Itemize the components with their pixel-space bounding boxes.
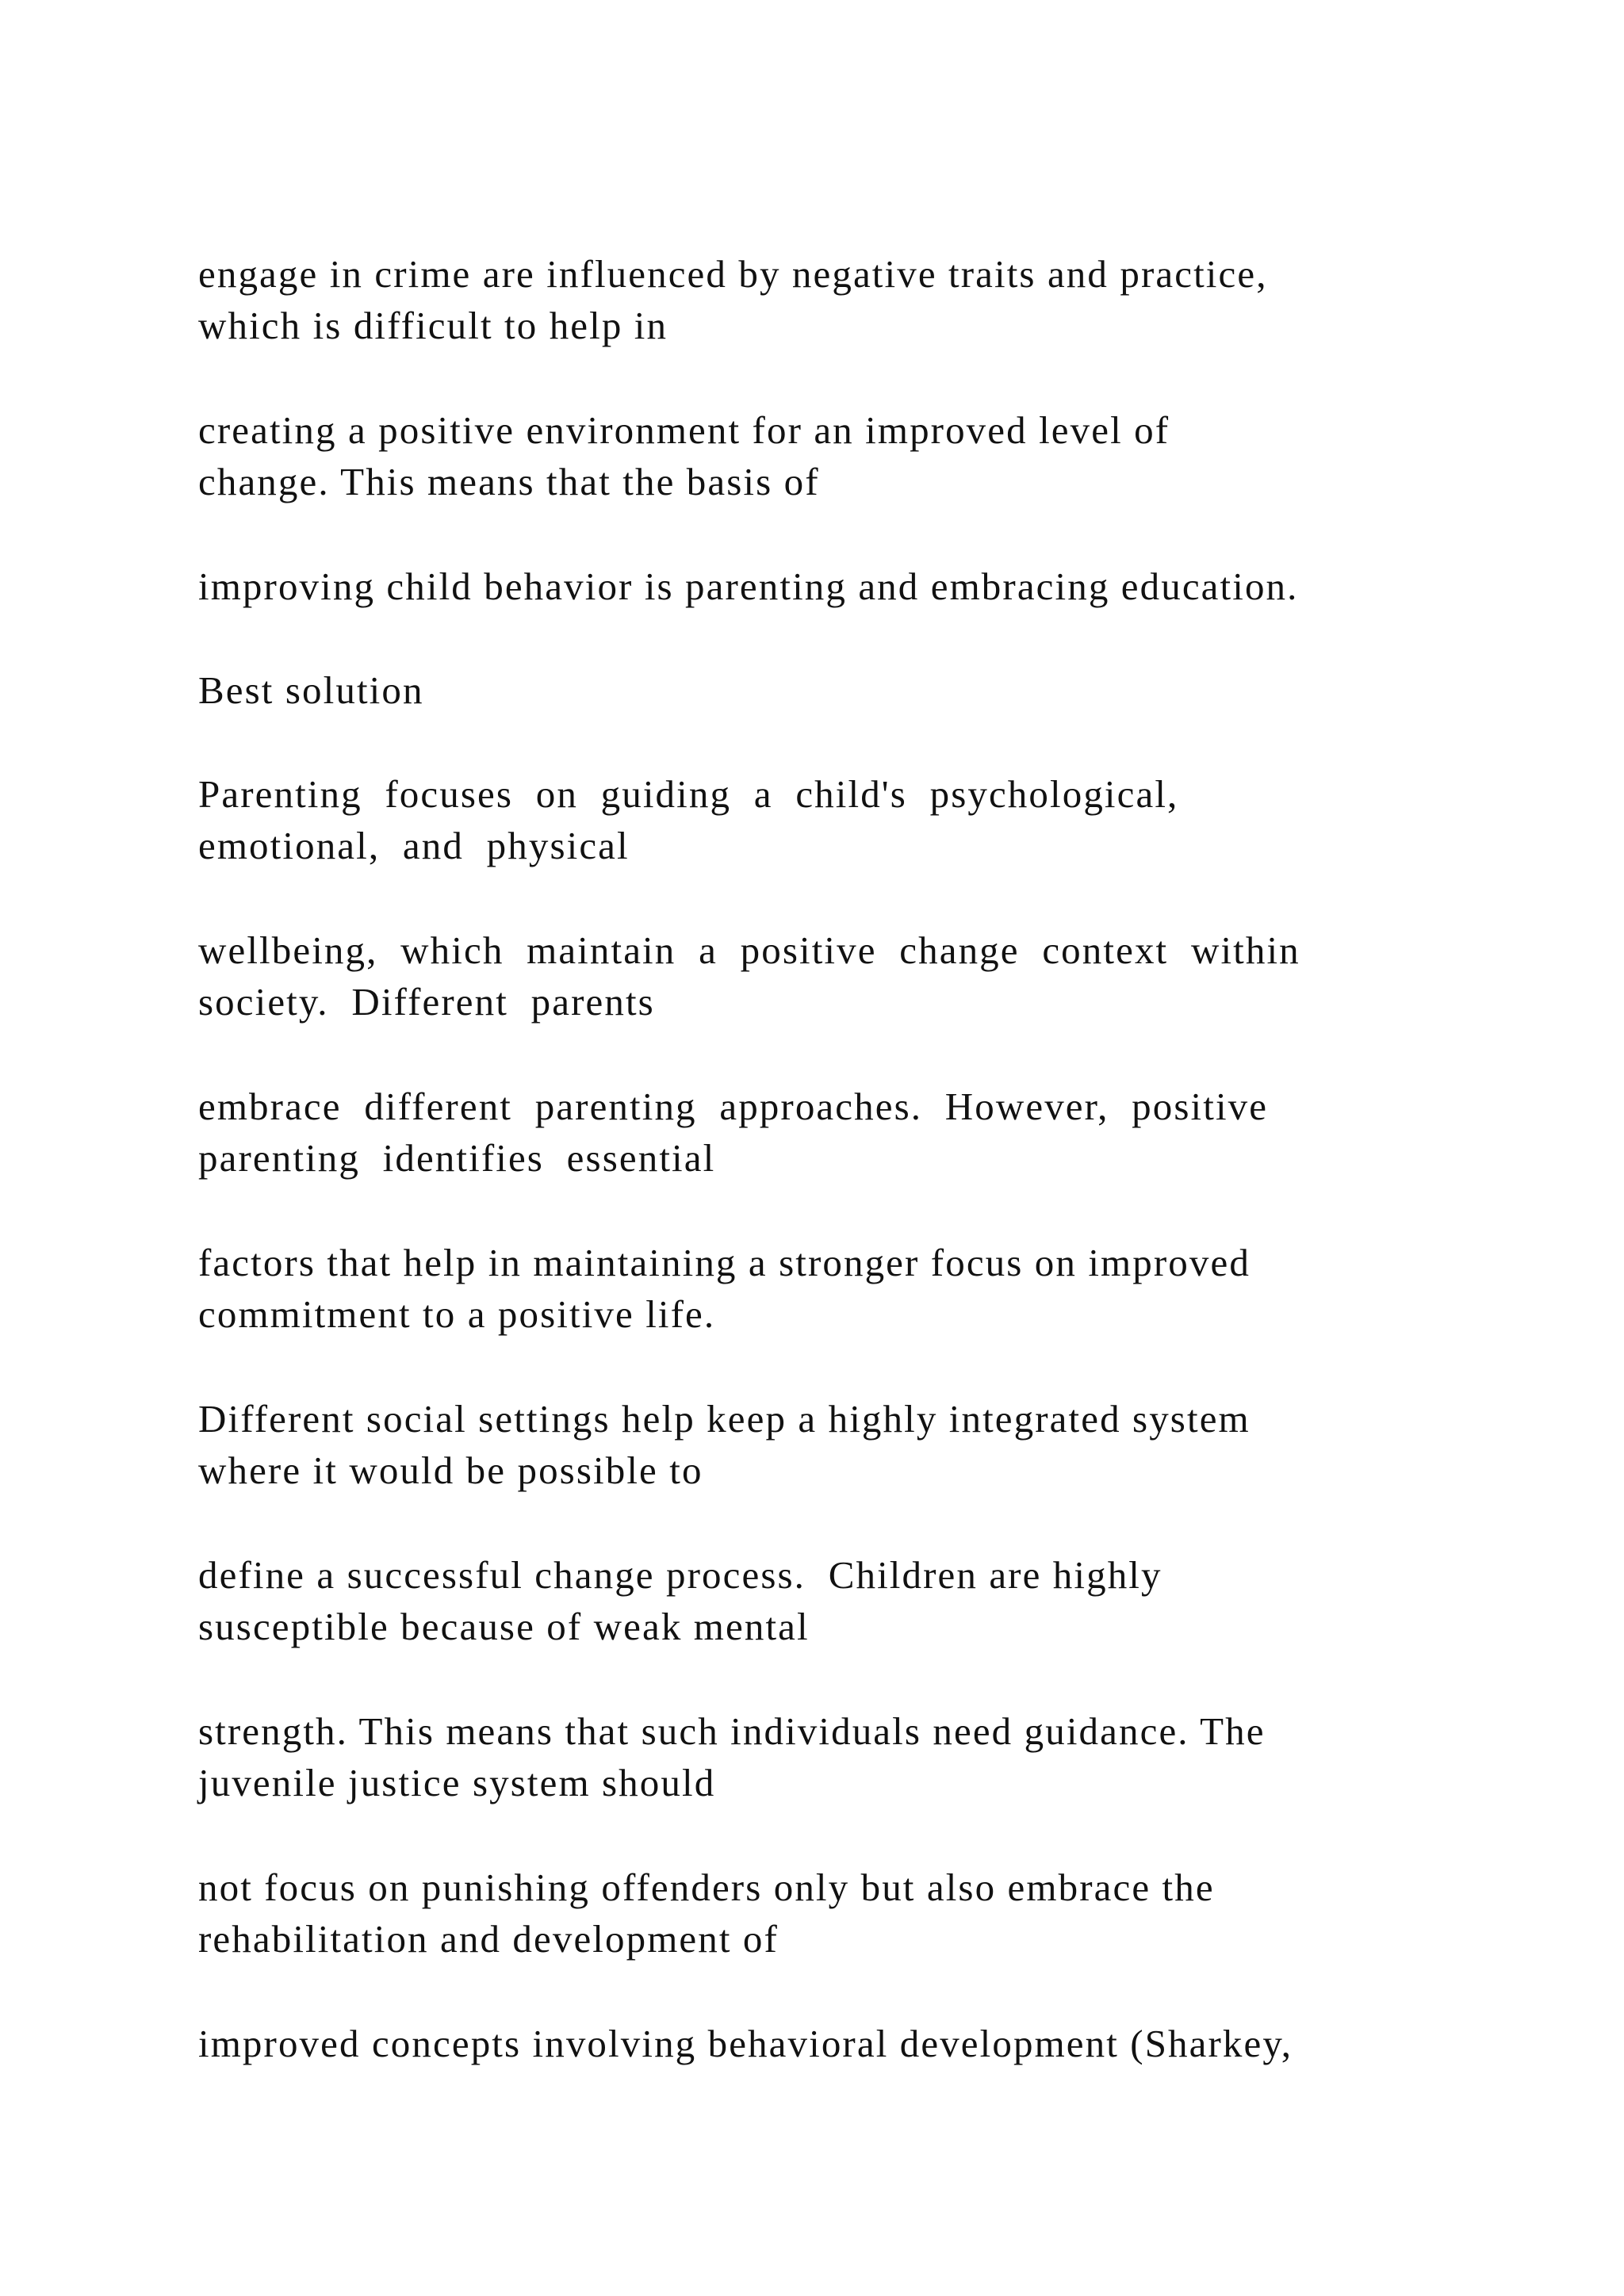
text-line: parenting identifies essential [198, 1136, 716, 1180]
paragraph [198, 248, 1499, 351]
text-line: embrace different parenting approaches. However, positive [198, 1085, 1269, 1128]
section-heading [198, 664, 1499, 716]
paragraph [198, 2018, 1499, 2069]
text-line: engage in crime are influenced by negative traits and practice, [198, 252, 1268, 296]
text-line: creating a positive environment for an improved level of [198, 408, 1170, 452]
text-line: not focus on punishing offenders only but also embrace the [198, 1866, 1215, 1909]
text-line: strength. This means that such individuals need guidance. The [198, 1709, 1266, 1753]
text-line: Parenting focuses on guiding a child's psychological, [198, 772, 1179, 816]
text-line: susceptible because of weak mental [198, 1605, 810, 1648]
text-line: improving child behavior is parenting and embracing education. [198, 564, 1299, 608]
paragraph [198, 1081, 1499, 1184]
paragraph [198, 1705, 1499, 1808]
text-line: society. Different parents [198, 980, 655, 1024]
section-heading-text: Best solution [198, 668, 424, 712]
text-line: define a successful change process. Children are highly [198, 1553, 1162, 1597]
text-line: wellbeing, which maintain a positive change context within [198, 928, 1300, 972]
text-line: Different social settings help keep a highly integrated system [198, 1397, 1251, 1441]
text-line: rehabilitation and development of [198, 1917, 779, 1961]
paragraph [198, 1862, 1499, 1965]
text-line: emotional, and physical [198, 824, 630, 867]
paragraph [198, 1549, 1499, 1652]
text-line: where it would be possible to [198, 1448, 703, 1492]
text-line: change. This means that the basis of [198, 460, 820, 503]
paragraph [198, 768, 1499, 871]
text-line: commitment to a positive life. [198, 1292, 716, 1336]
text-line: which is difficult to help in [198, 304, 668, 347]
paragraph [198, 1237, 1499, 1340]
paragraph [198, 1393, 1499, 1496]
paragraph [198, 404, 1499, 507]
paragraph [198, 561, 1499, 612]
text-line: juvenile justice system should [198, 1761, 716, 1804]
text-line: improved concepts involving behavioral development (Sharkey, [198, 2022, 1293, 2065]
text-line: factors that help in maintaining a stronger focus on improved [198, 1241, 1251, 1284]
paragraph [198, 924, 1499, 1027]
